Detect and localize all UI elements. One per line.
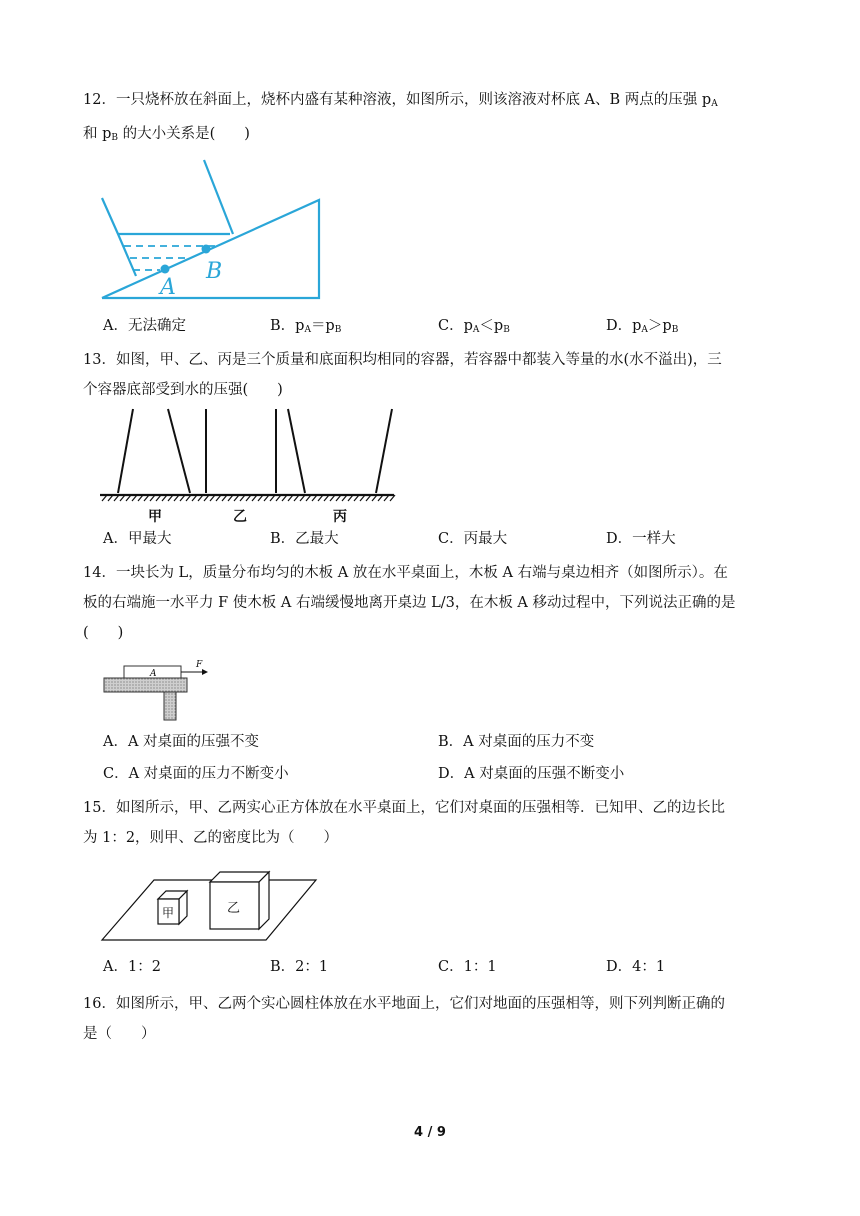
question-14-stem-line-3: ( ) bbox=[83, 625, 124, 641]
question-15-option-a[interactable]: A．1：2 bbox=[103, 959, 161, 975]
question-16-stem-line-2: 是（ ） bbox=[83, 1026, 156, 1042]
question-13-option-b[interactable]: B．乙最大 bbox=[270, 531, 339, 547]
question-13-stem-line-1: 13．如图，甲、乙、丙是三个质量和底面积均相同的容器，若容器中都装入等量的水(水不溢出)，三 bbox=[83, 352, 722, 368]
question-13-option-a[interactable]: A．甲最大 bbox=[103, 531, 172, 547]
force-f-label: F bbox=[196, 660, 203, 670]
question-14 bbox=[83, 561, 783, 645]
question-15-option-c[interactable]: C．1：1 bbox=[438, 959, 497, 975]
question-15-stem-line-2: 为 1：2，则甲、乙的密度比为（ ） bbox=[83, 830, 339, 846]
question-12-stem-line-1: 12．一只烧杯放在斜面上，烧杯内盛有某种溶液，如图所示，则该溶液对杯底 A、B 两点的压强 $p_A$ bbox=[83, 92, 718, 109]
figure-beaker-on-slope bbox=[98, 158, 324, 302]
question-16 bbox=[83, 992, 783, 1046]
figure-three-containers bbox=[100, 405, 396, 525]
question-15-option-d[interactable]: D．4：1 bbox=[606, 959, 666, 975]
page-number: 4 / 9 bbox=[414, 1125, 446, 1140]
question-13-option-c[interactable]: C．丙最大 bbox=[438, 531, 508, 547]
question-14-stem-line-2: 板的右端施一水平力 F 使木板 A 右端缓慢地离开桌边 L/3，在木板 A 移动过程中，下列说法正确的是 bbox=[83, 595, 736, 611]
question-14-option-b[interactable]: B．A 对桌面的压力不变 bbox=[438, 734, 595, 750]
container-bing-label: 丙 bbox=[333, 509, 347, 525]
point-a-marker bbox=[161, 265, 170, 274]
container-jia-label: 甲 bbox=[148, 509, 162, 525]
point-b-marker bbox=[202, 245, 211, 254]
board-a-label: A bbox=[150, 669, 157, 679]
question-15 bbox=[83, 796, 783, 850]
cube-yi-label: 乙 bbox=[227, 901, 241, 916]
question-14-option-a[interactable]: A．A 对桌面的压强不变 bbox=[103, 734, 260, 750]
question-15-option-b[interactable]: B．2：1 bbox=[270, 959, 329, 975]
figure-two-cubes bbox=[100, 868, 320, 944]
question-12-option-d[interactable]: D．$p_A>p_B$ bbox=[606, 318, 679, 335]
question-13-stem-line-2: 个容器底部受到水的压强( ) bbox=[83, 382, 283, 398]
question-13-option-d[interactable]: D．一样大 bbox=[606, 531, 676, 547]
point-b-label: B bbox=[206, 259, 223, 284]
question-12-option-b[interactable]: B．$p_A=p_B$ bbox=[270, 318, 342, 335]
question-12-stem-line-2: 和 $p_B$ 的大小关系是( ) bbox=[83, 126, 250, 143]
question-12-option-a[interactable]: A．无法确定 bbox=[103, 318, 186, 334]
question-12 bbox=[83, 88, 783, 150]
point-a-label: A bbox=[160, 275, 176, 300]
question-16-stem-line-1: 16．如图所示，甲、乙两个实心圆柱体放在水平地面上，它们对地面的压强相等，则下列判断正确的 bbox=[83, 996, 725, 1012]
container-yi-label: 乙 bbox=[233, 509, 247, 525]
question-15-stem-line-1: 15．如图所示，甲、乙两实心正方体放在水平桌面上，它们对桌面的压强相等．已知甲、乙的边长比 bbox=[83, 800, 725, 816]
question-12-option-c[interactable]: C．$p_A<p_B$ bbox=[438, 318, 510, 335]
figure-board-on-table bbox=[102, 660, 212, 722]
question-13 bbox=[83, 348, 783, 402]
question-14-option-c[interactable]: C．A 对桌面的压力不断变小 bbox=[103, 766, 289, 782]
question-14-option-d[interactable]: D．A 对桌面的压强不断变小 bbox=[438, 766, 625, 782]
question-14-stem-line-1: 14．一块长为 L，质量分布均匀的木板 A 放在水平桌面上，木板 A 右端与桌边相齐（如图所示）。在 bbox=[83, 565, 728, 581]
cube-jia-label: 甲 bbox=[162, 906, 175, 920]
